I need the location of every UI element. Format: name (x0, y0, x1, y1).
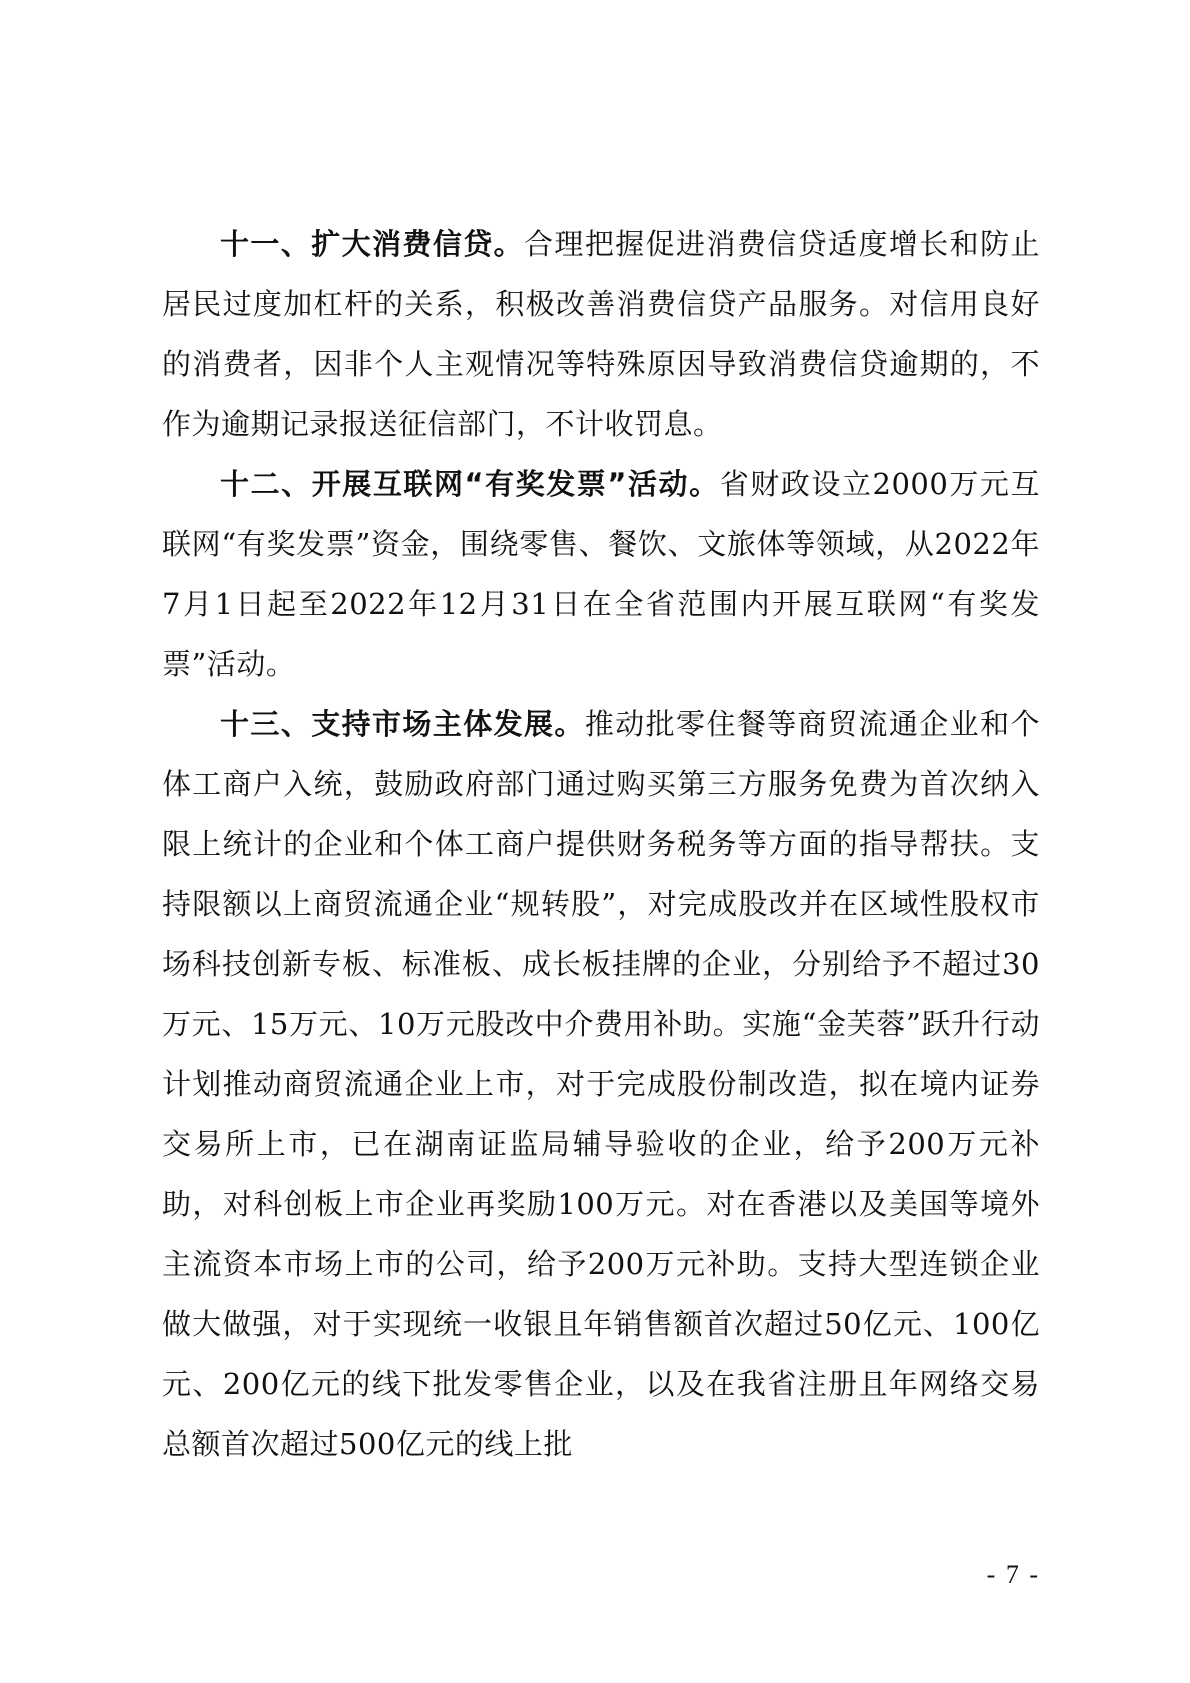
paragraph-invoice-lottery (162, 454, 1040, 694)
document-body (162, 214, 1040, 1474)
paragraph-heading: 十一、扩大消费信贷。 (220, 227, 525, 261)
paragraph-consumer-credit (162, 214, 1040, 454)
paragraph-heading: 十二、开展互联网“有奖发票”活动。 (220, 467, 720, 501)
paragraph-body: 推动批零住餐等商贸流通企业和个体工商户入统，鼓励政府部门通过购买第三方服务免费为首次纳入限上统计的企业和个体工商户提供财务税务等方面的指导帮扶。支持限额以上商贸流通企业“规转股”，对完成股改并在区域性股权市场科技创新专板、标准板、成长板挂牌的企业，分别给予不超过30万元、15万元、10万元股改中介费用补助。实施“金芙蓉”跃升行动计划推动商贸流通企业上市，对于完成股份制改造，拟在境内证券交易所上市，已在湖南证监局辅导验收的企业，给予200万元补助，对科创板上市企业再奖励100万元。对在香港以及美国等境外主流资本市场上市的公司，给予200万元补助。支持大型连锁企业做大做强，对于实现统一收银且年销售额首次超过50亿元、100亿元、200亿元的线下批发零售企业，以及在我省注册且年网络交易总额首次超过500亿元的线上批 (162, 707, 1040, 1461)
paragraph-heading: 十三、支持市场主体发展。 (220, 707, 585, 741)
page-number: - 7 - (986, 1560, 1040, 1589)
paragraph-body: 省财政设立2000万元互联网“有奖发票”资金，围绕零售、餐饮、文旅体等领域，从2022年7月1日起至2022年12月31日在全省范围内开展互联网“有奖发票”活动。 (162, 467, 1040, 681)
paragraph-market-entities (162, 694, 1040, 1474)
paragraph-body: 合理把握促进消费信贷适度增长和防止居民过度加杠杆的关系，积极改善消费信贷产品服务。对信用良好的消费者，因非个人主观情况等特殊原因导致消费信贷逾期的，不作为逾期记录报送征信部门，不计收罚息。 (162, 227, 1040, 441)
